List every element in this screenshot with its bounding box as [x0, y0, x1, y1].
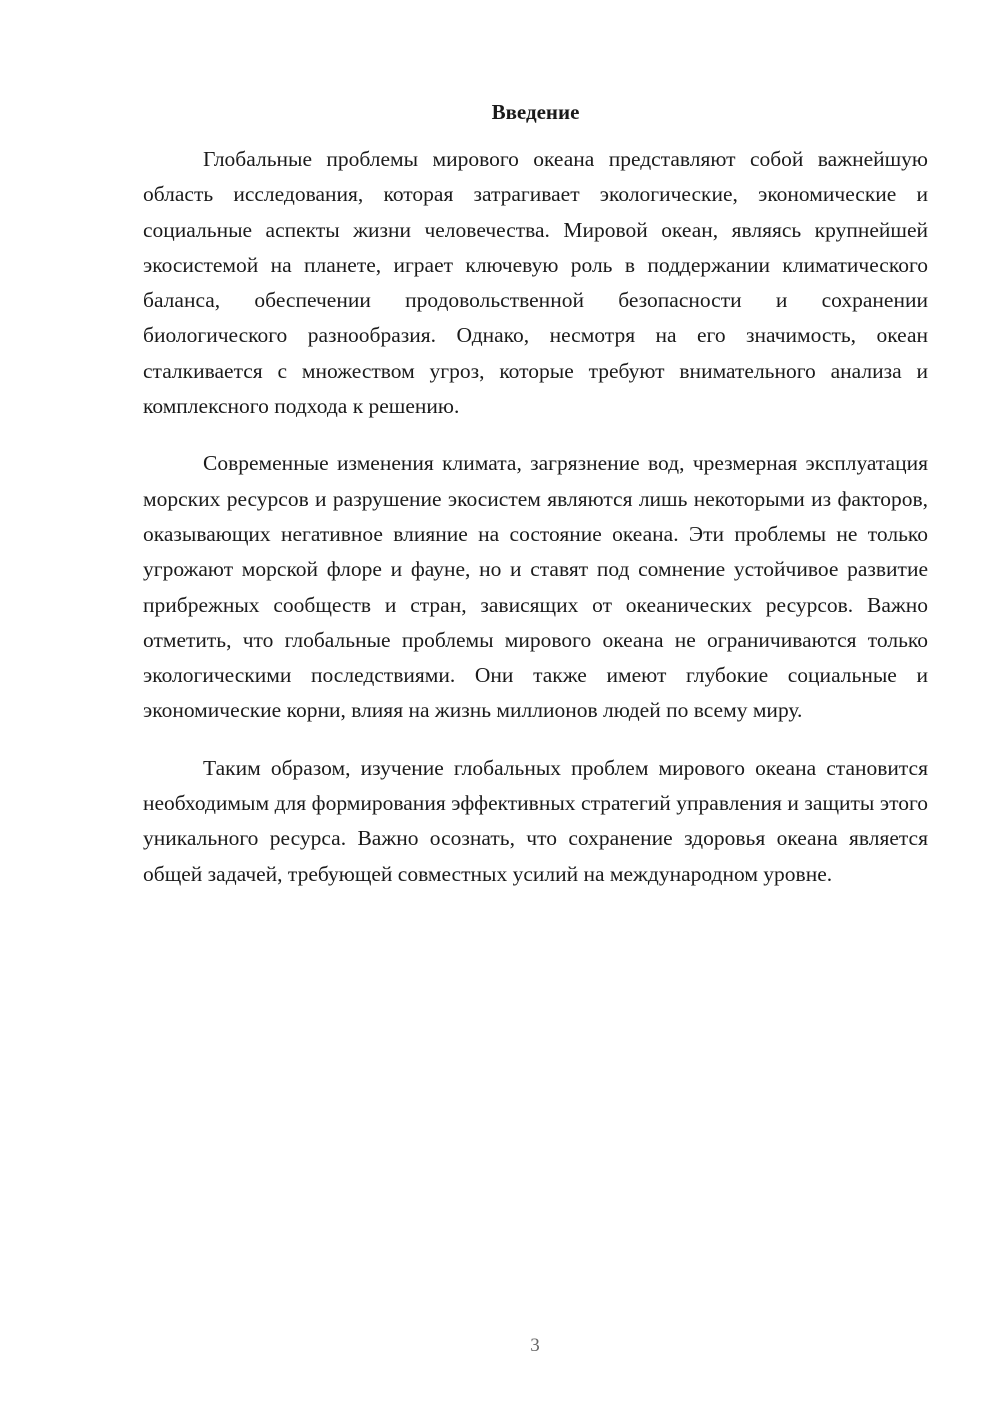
page-number: 3	[530, 1335, 540, 1356]
body-text	[143, 142, 928, 914]
paragraph-3: Таким образом, изучение глобальных проблем мирового океана становится необходимым для формирования эффективных стратегий управления и защиты этого уникального ресурса. Важно осознать, что сохранение здоровья океана является общей задачей, требующей совместных усилий на международном уровне.	[143, 755, 928, 886]
paragraph-1: Глобальные проблемы мирового океана представляют собой важнейшую область исследования, которая затрагивает экологические, экономические и социальные аспекты жизни человечества. Мировой океан, являясь крупнейшей экосистемой на планете, играет ключевую роль в поддержании климатического баланса, обеспечении продовольственной безопасности и сохранении биологического разнообразия. Однако, несмотря на его значимость, океан сталкивается с множеством угроз, которые требуют внимательного анализа и комплексного подхода к решению.	[143, 147, 928, 419]
section-heading: Введение	[491, 100, 580, 124]
paragraph-2: Современные изменения климата, загрязнение вод, чрезмерная эксплуатация морских ресурсов и разрушение экосистем являются лишь некоторыми из факторов, оказывающих негативное влияние на состояние океана. Эти проблемы не только угрожают морской флоре и фауне, но и ставят под сомнение устойчивое развитие прибрежных сообществ и стран, зависящих от океанических ресурсов. Важно отметить, что глобальные проблемы мирового океана не ограничиваются только экологическими последствиями. Они также имеют глубокие социальные и экономические корни, влияя на жизнь миллионов людей по всему миру.	[143, 451, 928, 723]
